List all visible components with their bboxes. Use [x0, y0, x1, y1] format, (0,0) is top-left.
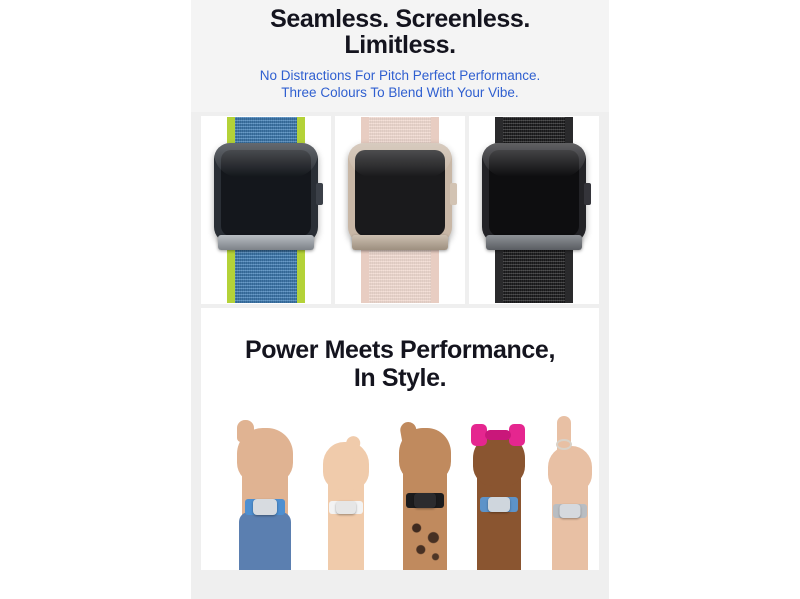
- watch-face: [336, 501, 356, 514]
- watch-clasp: [218, 235, 314, 250]
- ring: [556, 439, 572, 450]
- hand-with-white-band: [311, 430, 381, 570]
- watch-clasp: [352, 235, 448, 250]
- product-card-blush[interactable]: [335, 116, 465, 304]
- dumbbell-bar: [485, 430, 511, 440]
- tattoo: [404, 516, 446, 564]
- product-card-black[interactable]: [469, 116, 599, 304]
- watch-crown: [584, 183, 591, 205]
- watch-body-gloss: [214, 143, 318, 177]
- hands-lineup-image: [201, 410, 599, 570]
- watch-blue-green: [206, 117, 326, 303]
- watch-face: [414, 493, 436, 508]
- power-performance-section: [201, 308, 599, 570]
- panel2-headline: [201, 308, 599, 392]
- thumb: [399, 421, 419, 447]
- hand-holding-pink-dumbbell: [459, 420, 539, 570]
- product-card-blue-green[interactable]: [201, 116, 331, 304]
- watch-crown: [316, 183, 323, 205]
- panel2-headline-line2: In Style.: [353, 364, 447, 392]
- watch-clasp: [486, 235, 582, 250]
- watch-body: [348, 143, 452, 243]
- watch-crown: [450, 183, 457, 205]
- shirt-sleeve: [239, 512, 291, 570]
- watch-body: [214, 143, 318, 243]
- hero-sub-line2: Three Colours To Blend With Your Vibe.: [281, 85, 519, 100]
- hero-section: [191, 0, 609, 112]
- hand-pointing-up-with-silver-band: [535, 412, 605, 570]
- hand-with-blue-striped-shirt-sleeve: [227, 418, 303, 570]
- product-card-row: [201, 116, 599, 304]
- hero-headline-line1: Seamless. Screenless.: [270, 5, 530, 33]
- watch-face: [488, 497, 510, 512]
- watch-body: [482, 143, 586, 243]
- watch-black: [474, 117, 594, 303]
- panel2-headline-line1: Power Meets Performance,: [245, 336, 555, 364]
- watch-body-gloss: [482, 143, 586, 177]
- thumb: [237, 420, 254, 442]
- hero-subheadline: [191, 67, 609, 101]
- dumbbell-right-end: [509, 424, 525, 446]
- watch-body-gloss: [348, 143, 452, 177]
- tattooed-arm-with-black-band: [387, 418, 463, 570]
- watch-face: [253, 499, 277, 515]
- hero-headline: [191, 6, 609, 58]
- hero-sub-line1: No Distractions For Pitch Perfect Performance.: [259, 68, 541, 83]
- hero-headline-line2: Limitless.: [344, 31, 456, 59]
- watch-blush: [340, 117, 460, 303]
- watch-face: [560, 504, 581, 518]
